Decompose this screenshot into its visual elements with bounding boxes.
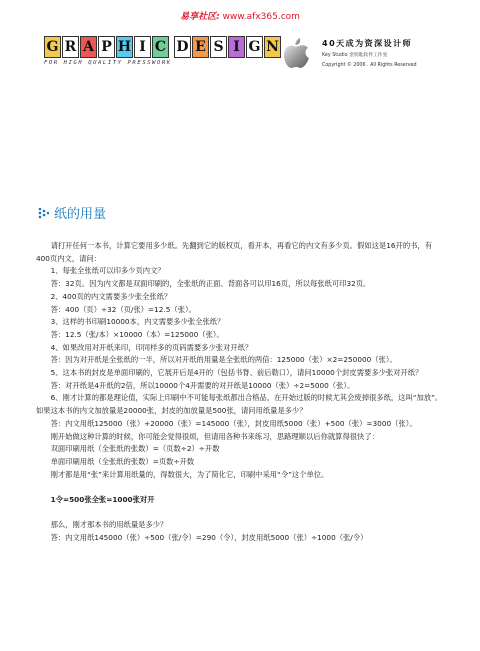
logo-letter: C	[152, 36, 169, 58]
site-url[interactable]: www.afx365.com	[222, 12, 300, 22]
paragraph: 答：内文用纸145000（张）÷500（张/令）=290（令），封皮用纸5000（张）÷1000（张/令）	[50, 533, 368, 543]
paragraph: 答：32页。因为内文都是双面印刷的，全张纸的正面、背面各可以印16页，所以每张纸可印32页。	[50, 279, 371, 289]
logo-letter: D	[174, 36, 191, 58]
paragraph: 6、刚才计算的都是理论值，实际上印刷中不可能每张纸都出合格品，在开始过版的时候尤其会废掉很多纸，这叫“加放”。如果这本书的内文加放量是20000张，封皮的加放量是500张，请问用纸量是多少？	[36, 393, 443, 416]
paragraph: 2、400页的内文需要多少张全张纸？	[50, 291, 172, 301]
logo-letter: I	[134, 36, 151, 58]
logo-letter: E	[192, 36, 209, 58]
logo-letter: G	[246, 36, 263, 58]
section-heading	[38, 203, 106, 222]
document-header	[44, 32, 444, 78]
section-title: 纸的用量	[54, 207, 107, 222]
site-logo-mark: 易享社区:	[180, 12, 220, 22]
paragraph: 那么，刚才那本书的用纸量是多少？	[50, 520, 168, 530]
logo-letter: A	[80, 36, 97, 58]
logo-letter: I	[228, 36, 245, 58]
paragraph: 1令=500张全张=1000张对开	[50, 495, 155, 505]
logo-letter: R	[62, 36, 79, 58]
spacer	[36, 481, 444, 494]
paragraph: 答：12.5（张/本）×10000（本）=125000（张）。	[50, 329, 224, 339]
logo-letter: N	[264, 36, 281, 58]
logo-letter: P	[98, 36, 115, 58]
paragraph: 单面印刷用纸（全张纸的张数）=页数÷开数	[50, 456, 195, 466]
spacer	[36, 507, 444, 520]
bullet-dots-icon	[38, 207, 49, 219]
paragraph: 请打开任何一本书，计算它要用多少纸。先翻到它的版权页，看开本，再看它的内文有多少页。假如这是16开的书，有400页内文，请问：	[36, 241, 433, 263]
studio-name: Key Studio 金钥匙软件工作室	[322, 53, 388, 58]
paragraph: 答：内文用纸125000（张）+20000（张）=145000（张），封皮用纸5000（张）+500（张）=3000（张）。	[50, 418, 417, 428]
graphic-design-logo	[44, 36, 281, 58]
logo-letter: H	[116, 36, 133, 58]
studio-info	[322, 38, 417, 69]
paragraph: 刚开始做这种计算的时候，你可能会觉得很烦，但请用各种书来练习，思路理顺以后你就算得很快了：	[50, 431, 379, 441]
studio-title: 40天成为资深设计师	[322, 39, 413, 48]
paragraph: 刚才都是用“张”来计算用纸量的，得数很大，为了简化它，印刷中采用“令”这个单位。	[50, 469, 329, 479]
copyright-line: Copyright © 2006 . All Rights Reserved	[322, 63, 417, 68]
paragraph: 答：对开纸是4开纸的2倍，所以10000个4开需要的对开纸是10000（张）÷2=5000（张）。	[50, 380, 355, 390]
paragraph: 双面印刷用纸（全张纸的张数）=（页数÷2）÷开数	[50, 444, 220, 454]
paragraph: 1、每张全张纸可以印多少页内文？	[50, 266, 165, 276]
document-body	[36, 240, 444, 545]
site-banner	[0, 9, 480, 22]
paragraph: 5、这本书的封皮是单面印刷的，它展开后是4开的（包括书脊、前后勒口），请问10000个封皮需要多少张对开纸？	[50, 368, 423, 378]
logo-tagline: FOR HIGH QUALITY PRESSWORK	[44, 60, 172, 66]
logo-letter: S	[210, 36, 227, 58]
logo-letter: G	[44, 36, 61, 58]
paragraph: 答：400（页）÷32（页/张）=12.5（张）。	[50, 304, 196, 314]
paragraph: 答：因为对开纸是全张纸的一半，所以对开纸的用量是全张纸的两倍：125000（张）×2=250000（张）。	[50, 355, 397, 365]
paragraph: 3、这样的书印刷10000本，内文需要多少张全张纸？	[50, 317, 225, 327]
paragraph: 4、如果改用对开纸来印，印同样多的页码需要多少张对开纸？	[50, 342, 253, 352]
apple-logo-icon	[282, 36, 310, 70]
